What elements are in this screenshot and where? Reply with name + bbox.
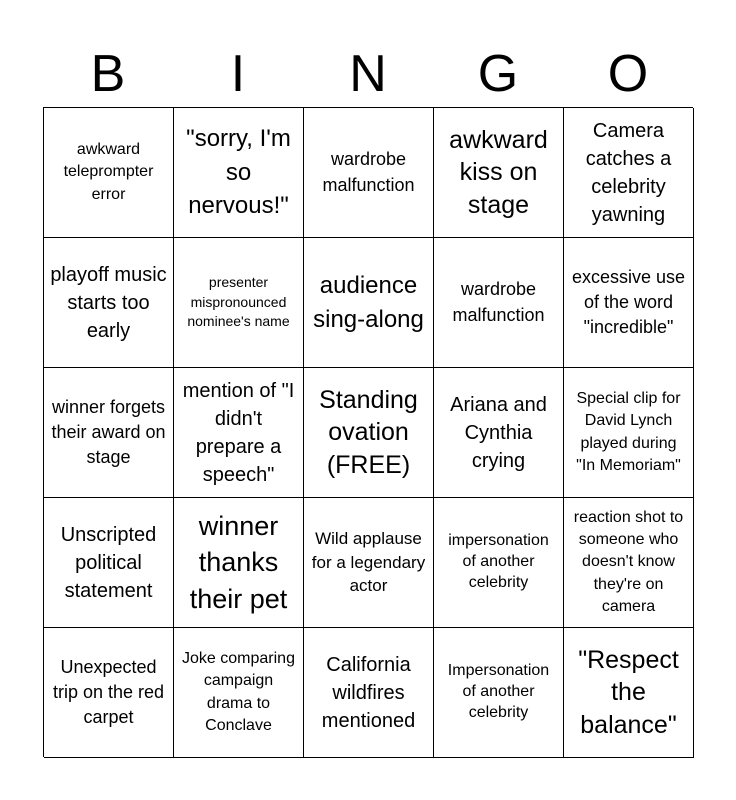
bingo-cell-r1c4[interactable] bbox=[434, 108, 564, 238]
bingo-cell-r3c2[interactable] bbox=[174, 368, 304, 498]
bingo-cell-r2c1[interactable] bbox=[44, 238, 174, 368]
bingo-cell-r4c1[interactable] bbox=[44, 498, 174, 628]
bingo-cell-r2c3[interactable] bbox=[304, 238, 434, 368]
bingo-cell-r5c3[interactable] bbox=[304, 628, 434, 758]
bingo-cell-text: reaction shot to someone who doesn't know they're on camera bbox=[573, 508, 684, 616]
bingo-cell-text: wardrobe malfunction bbox=[452, 279, 545, 325]
bingo-cell-text: California wildfires mentioned bbox=[321, 653, 416, 732]
bingo-cell-text: impersonation of another celebrity bbox=[448, 532, 549, 591]
header-letter-g: G bbox=[477, 45, 519, 103]
header-letter-n: N bbox=[349, 45, 387, 103]
bingo-cell-r4c3[interactable] bbox=[304, 498, 434, 628]
bingo-header bbox=[43, 40, 693, 108]
bingo-cell-text: Unscripted political statement bbox=[60, 523, 157, 602]
bingo-cell-r5c5[interactable] bbox=[564, 628, 694, 758]
bingo-cell-text: awkward kiss on stage bbox=[449, 125, 548, 219]
bingo-cell-r2c5[interactable] bbox=[564, 238, 694, 368]
bingo-cell-text: winner forgets their award on stage bbox=[51, 396, 166, 468]
bingo-cell-text: mention of "I didn't prepare a speech" bbox=[182, 379, 295, 486]
bingo-cell-text: "sorry, I'm so nervous!" bbox=[186, 125, 291, 220]
bingo-cell-text: Camera catches a celebrity yawning bbox=[585, 119, 672, 226]
bingo-cell-text: Wild applause for a legendary actor bbox=[311, 528, 426, 596]
bingo-cell-r4c2[interactable] bbox=[174, 498, 304, 628]
bingo-card-grid bbox=[43, 107, 693, 757]
bingo-cell-r1c3[interactable] bbox=[304, 108, 434, 238]
bingo-cell-r3c1[interactable] bbox=[44, 368, 174, 498]
bingo-cell-text: Impersonation of another celebrity bbox=[447, 662, 550, 721]
bingo-cell-text: Unexpected trip on the red carpet bbox=[52, 656, 165, 728]
bingo-cell-text: presenter mispronounced nominee's name bbox=[187, 274, 290, 330]
header-letter-o: O bbox=[607, 45, 649, 103]
bingo-cell-r3c4[interactable] bbox=[434, 368, 564, 498]
bingo-cell-r3c3-free[interactable] bbox=[304, 368, 434, 498]
bingo-cell-text: Ariana and Cynthia crying bbox=[450, 393, 547, 472]
bingo-cell-r4c5[interactable] bbox=[564, 498, 694, 628]
bingo-cell-r1c5[interactable] bbox=[564, 108, 694, 238]
bingo-cell-r3c5[interactable] bbox=[564, 368, 694, 498]
bingo-cell-text: "Respect the balance" bbox=[578, 645, 679, 739]
bingo-cell-text: playoff music starts too early bbox=[50, 263, 167, 342]
header-letter-i: I bbox=[230, 45, 246, 103]
bingo-cell-text: Special clip for David Lynch played during "In Memoriam" bbox=[576, 389, 681, 474]
bingo-cell-text: winner thanks their pet bbox=[189, 510, 288, 614]
bingo-cell-text: Standing ovation (FREE) bbox=[319, 385, 418, 479]
bingo-cell-r4c4[interactable] bbox=[434, 498, 564, 628]
bingo-cell-r5c1[interactable] bbox=[44, 628, 174, 758]
bingo-cell-r2c2[interactable] bbox=[174, 238, 304, 368]
header-letter-b: B bbox=[90, 45, 126, 103]
bingo-cell-r2c4[interactable] bbox=[434, 238, 564, 368]
bingo-cell-r1c1[interactable] bbox=[44, 108, 174, 238]
bingo-cell-text: excessive use of the word "incredible" bbox=[571, 266, 686, 338]
bingo-cell-r5c4[interactable] bbox=[434, 628, 564, 758]
bingo-cell-text: wardrobe malfunction bbox=[322, 149, 415, 195]
bingo-cell-text: audience sing-along bbox=[313, 271, 424, 333]
bingo-cell-r5c2[interactable] bbox=[174, 628, 304, 758]
bingo-cell-r1c2[interactable] bbox=[174, 108, 304, 238]
bingo-cell-text: Joke comparing campaign drama to Conclave bbox=[182, 649, 295, 734]
bingo-cell-text: awkward teleprompter error bbox=[63, 140, 154, 203]
